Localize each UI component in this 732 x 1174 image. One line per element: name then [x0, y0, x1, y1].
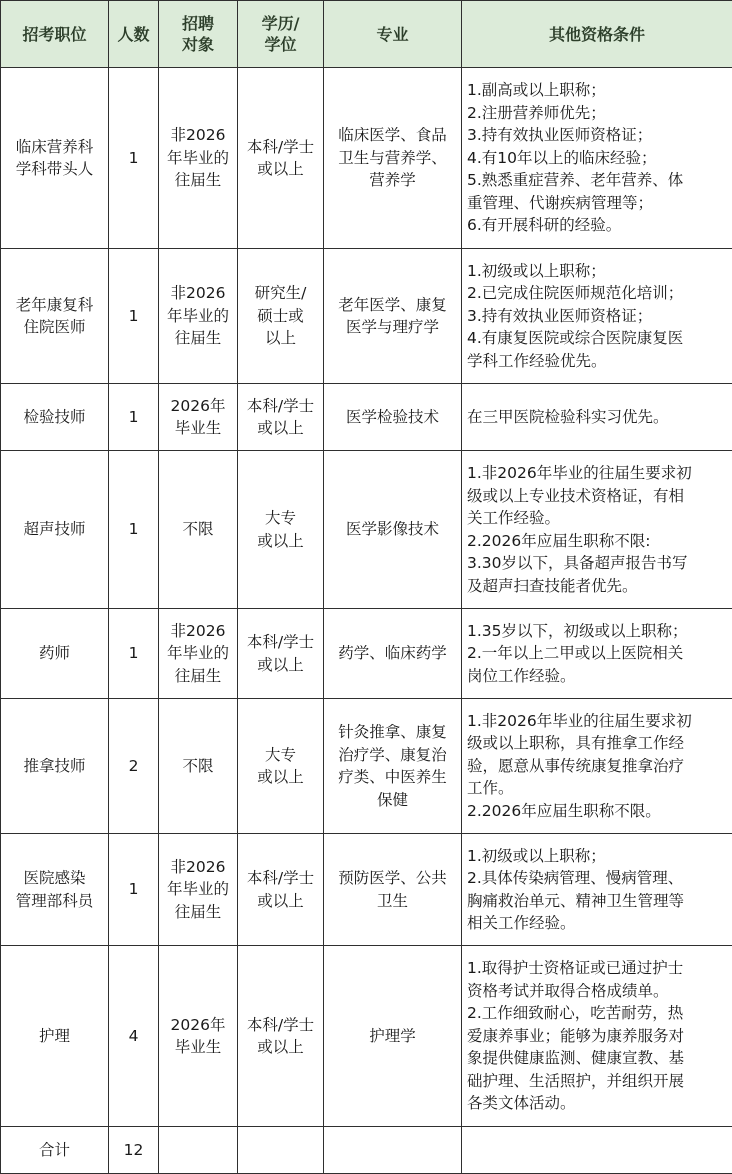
cell-requirements: [462, 384, 732, 451]
cell-count: 2: [109, 699, 159, 834]
education-line: 本科/学士: [247, 395, 314, 418]
requirements-line: 2.工作细致耐心，吃苦耐劳，热: [467, 1002, 684, 1025]
requirements-line: 胸痛救治单元、精神卫生管理等: [467, 890, 684, 913]
requirements-line: 及超声扫查技能者优先。: [467, 575, 692, 598]
header-education: 学历/ 学位: [238, 1, 324, 68]
cell-target: [159, 249, 238, 384]
cell-education: [238, 609, 324, 699]
education-line: 硕士或: [255, 305, 307, 328]
position-line: 检验技师: [23, 406, 85, 429]
education-line: 本科/学士: [247, 1014, 314, 1037]
requirements-line: 3.30岁以下，具备超声报告书写: [467, 552, 692, 575]
table-row: [1, 249, 732, 384]
target-line: 2026年: [171, 395, 226, 418]
education-line: 本科/学士: [247, 631, 314, 654]
cell-count: 1: [109, 609, 159, 699]
target-line: 年毕业的: [167, 642, 229, 665]
cell-major: [324, 699, 462, 834]
cell-count: 4: [109, 946, 159, 1127]
requirements-line: 2.2026年应届生职称不限:: [467, 530, 692, 553]
cell-requirements: [462, 609, 732, 699]
target-line: 年毕业的: [167, 878, 229, 901]
requirements-line: 础护理、生活照护，并组织开展: [467, 1070, 684, 1093]
requirements-line: 岗位工作经验。: [467, 665, 688, 688]
cell-target: [159, 451, 238, 609]
requirements-line: 4.有10年以上的临床经验；: [467, 147, 683, 170]
requirements-line: 爱康养事业；能够为康养服务对: [467, 1025, 684, 1048]
table-row: [1, 609, 732, 699]
table-row: [1, 946, 732, 1127]
cell-count: 1: [109, 68, 159, 249]
requirements-line: 3.持有效执业医师资格证；: [467, 305, 683, 328]
requirements-line: 验，愿意从事传统康复推拿治疗: [467, 755, 692, 778]
header-count: 人数: [109, 1, 159, 68]
requirements-line: 1.初级或以上职称；: [467, 260, 683, 283]
cell-target: [159, 699, 238, 834]
cell-position: [1, 68, 109, 249]
target-line: 2026年: [171, 1014, 226, 1037]
target-line: 不限: [182, 755, 213, 778]
cell-requirements: [462, 946, 732, 1127]
target-line: 毕业生: [171, 417, 226, 440]
target-line: 往届生: [167, 169, 229, 192]
cell-requirements: [462, 249, 732, 384]
requirements-line: 6.有开展科研的经验。: [467, 214, 683, 237]
target-line: 非2026: [167, 282, 229, 305]
requirements-line: 资格考试并取得合格成绩单。: [467, 980, 684, 1003]
target-line: 年毕业的: [167, 305, 229, 328]
education-line: 大专: [257, 744, 304, 767]
target-line: 非2026: [167, 856, 229, 879]
education-line: 或以上: [247, 890, 314, 913]
position-line: 护理: [39, 1025, 70, 1048]
header-requirements: 其他资格条件: [462, 1, 732, 68]
target-line: 毕业生: [171, 1036, 226, 1059]
cell-major: [324, 384, 462, 451]
education-line: 或以上: [257, 530, 304, 553]
major-line: 卫生: [338, 890, 447, 913]
position-line: 住院医师: [16, 316, 94, 339]
cell-position: [1, 946, 109, 1127]
major-line: 针灸推拿、康复: [338, 721, 447, 744]
total-empty-cell: [159, 1127, 238, 1174]
requirements-line: 级或以上专业技术资格证，有相: [467, 485, 692, 508]
requirements-line: 5.熟悉重症营养、老年营养、体: [467, 169, 683, 192]
major-line: 医学检验技术: [346, 406, 439, 429]
table-row: [1, 699, 732, 834]
cell-education: [238, 946, 324, 1127]
cell-position: [1, 699, 109, 834]
cell-count: 1: [109, 451, 159, 609]
cell-education: [238, 249, 324, 384]
requirements-line: 各类文体活动。: [467, 1092, 684, 1115]
major-line: 保健: [338, 789, 447, 812]
major-line: 护理学: [369, 1025, 416, 1048]
requirements-line: 重管理、代谢疾病管理等；: [467, 192, 683, 215]
position-line: 管理部科员: [16, 890, 94, 913]
total-empty-cell: [324, 1127, 462, 1174]
requirements-line: 1.非2026年毕业的往届生要求初: [467, 710, 692, 733]
position-line: 临床营养科: [16, 136, 94, 159]
cell-education: [238, 699, 324, 834]
position-line: 医院感染: [16, 867, 94, 890]
target-line: 不限: [182, 518, 213, 541]
cell-count: 1: [109, 834, 159, 946]
requirements-line: 象提供健康监测、健康宣教、基: [467, 1047, 684, 1070]
total-label: 合计: [1, 1127, 109, 1174]
target-line: 往届生: [167, 901, 229, 924]
education-line: 或以上: [257, 766, 304, 789]
cell-requirements: [462, 68, 732, 249]
header-position: 招考职位: [1, 1, 109, 68]
major-line: 卫生与营养学、: [338, 147, 447, 170]
cell-position: [1, 451, 109, 609]
requirements-line: 2.注册营养师优先；: [467, 102, 683, 125]
position-line: 学科带头人: [16, 158, 94, 181]
table-row: [1, 834, 732, 946]
requirements-line: 2.已完成住院医师规范化培训；: [467, 282, 683, 305]
position-line: 推拿技师: [23, 755, 85, 778]
requirements-line: 级或以上职称，具有推拿工作经: [467, 732, 692, 755]
total-row: [1, 1127, 732, 1174]
education-line: 大专: [257, 507, 304, 530]
major-line: 疗类、中医养生: [338, 766, 447, 789]
requirements-line: 工作。: [467, 777, 692, 800]
major-line: 医学与理疗学: [338, 316, 447, 339]
education-line: 以上: [255, 327, 307, 350]
major-line: 治疗学、康复治: [338, 744, 447, 767]
target-line: 年毕业的: [167, 147, 229, 170]
cell-target: [159, 384, 238, 451]
cell-major: [324, 946, 462, 1127]
cell-requirements: [462, 451, 732, 609]
requirements-line: 1.副高或以上职称；: [467, 79, 683, 102]
major-line: 营养学: [338, 169, 447, 192]
cell-major: [324, 834, 462, 946]
target-line: 往届生: [167, 665, 229, 688]
requirements-line: 相关工作经验。: [467, 912, 684, 935]
target-line: 非2026: [167, 620, 229, 643]
table-row: [1, 451, 732, 609]
cell-requirements: [462, 834, 732, 946]
total-empty-cell: [462, 1127, 732, 1174]
major-line: 临床医学、食品: [338, 124, 447, 147]
table-row: [1, 68, 732, 249]
major-line: 药学、临床药学: [338, 642, 447, 665]
cell-target: [159, 68, 238, 249]
major-line: 预防医学、公共: [338, 867, 447, 890]
total-empty-cell: [238, 1127, 324, 1174]
requirements-line: 1.取得护士资格证或已通过护士: [467, 957, 684, 980]
education-line: 研究生/: [255, 282, 307, 305]
cell-position: [1, 609, 109, 699]
major-line: 医学影像技术: [346, 518, 439, 541]
table-row: [1, 384, 732, 451]
cell-position: [1, 249, 109, 384]
position-line: 老年康复科: [16, 294, 94, 317]
education-line: 本科/学士: [247, 136, 314, 159]
requirements-line: 1.35岁以下，初级或以上职称；: [467, 620, 688, 643]
education-line: 或以上: [247, 417, 314, 440]
requirements-line: 1.初级或以上职称；: [467, 845, 684, 868]
requirements-line: 4.有康复医院或综合医院康复医: [467, 327, 683, 350]
cell-major: [324, 249, 462, 384]
cell-education: [238, 834, 324, 946]
requirements-line: 在三甲医院检验科实习优先。: [467, 406, 669, 429]
requirements-line: 3.持有效执业医师资格证；: [467, 124, 683, 147]
cell-target: [159, 609, 238, 699]
total-count: 12: [109, 1127, 159, 1174]
requirements-line: 关工作经验。: [467, 507, 692, 530]
cell-education: [238, 451, 324, 609]
education-line: 本科/学士: [247, 867, 314, 890]
target-line: 往届生: [167, 327, 229, 350]
requirements-line: 1.非2026年毕业的往届生要求初: [467, 462, 692, 485]
education-line: 或以上: [247, 654, 314, 677]
position-line: 药师: [39, 642, 70, 665]
requirements-line: 2.具体传染病管理、慢病管理、: [467, 867, 684, 890]
position-line: 超声技师: [23, 518, 85, 541]
cell-requirements: [462, 699, 732, 834]
education-line: 或以上: [247, 1036, 314, 1059]
requirements-line: 学科工作经验优先。: [467, 350, 683, 373]
requirements-line: 2.2026年应届生职称不限。: [467, 800, 692, 823]
cell-position: [1, 834, 109, 946]
header-target: 招聘 对象: [159, 1, 238, 68]
cell-target: [159, 834, 238, 946]
cell-major: [324, 609, 462, 699]
target-line: 非2026: [167, 124, 229, 147]
cell-position: [1, 384, 109, 451]
requirements-line: 2.一年以上二甲或以上医院相关: [467, 642, 688, 665]
major-line: 老年医学、康复: [338, 294, 447, 317]
cell-education: [238, 384, 324, 451]
cell-major: [324, 451, 462, 609]
cell-count: 1: [109, 384, 159, 451]
education-line: 或以上: [247, 158, 314, 181]
header-major: 专业: [324, 1, 462, 68]
cell-count: 1: [109, 249, 159, 384]
header-row: [1, 1, 732, 68]
cell-education: [238, 68, 324, 249]
cell-target: [159, 946, 238, 1127]
cell-major: [324, 68, 462, 249]
